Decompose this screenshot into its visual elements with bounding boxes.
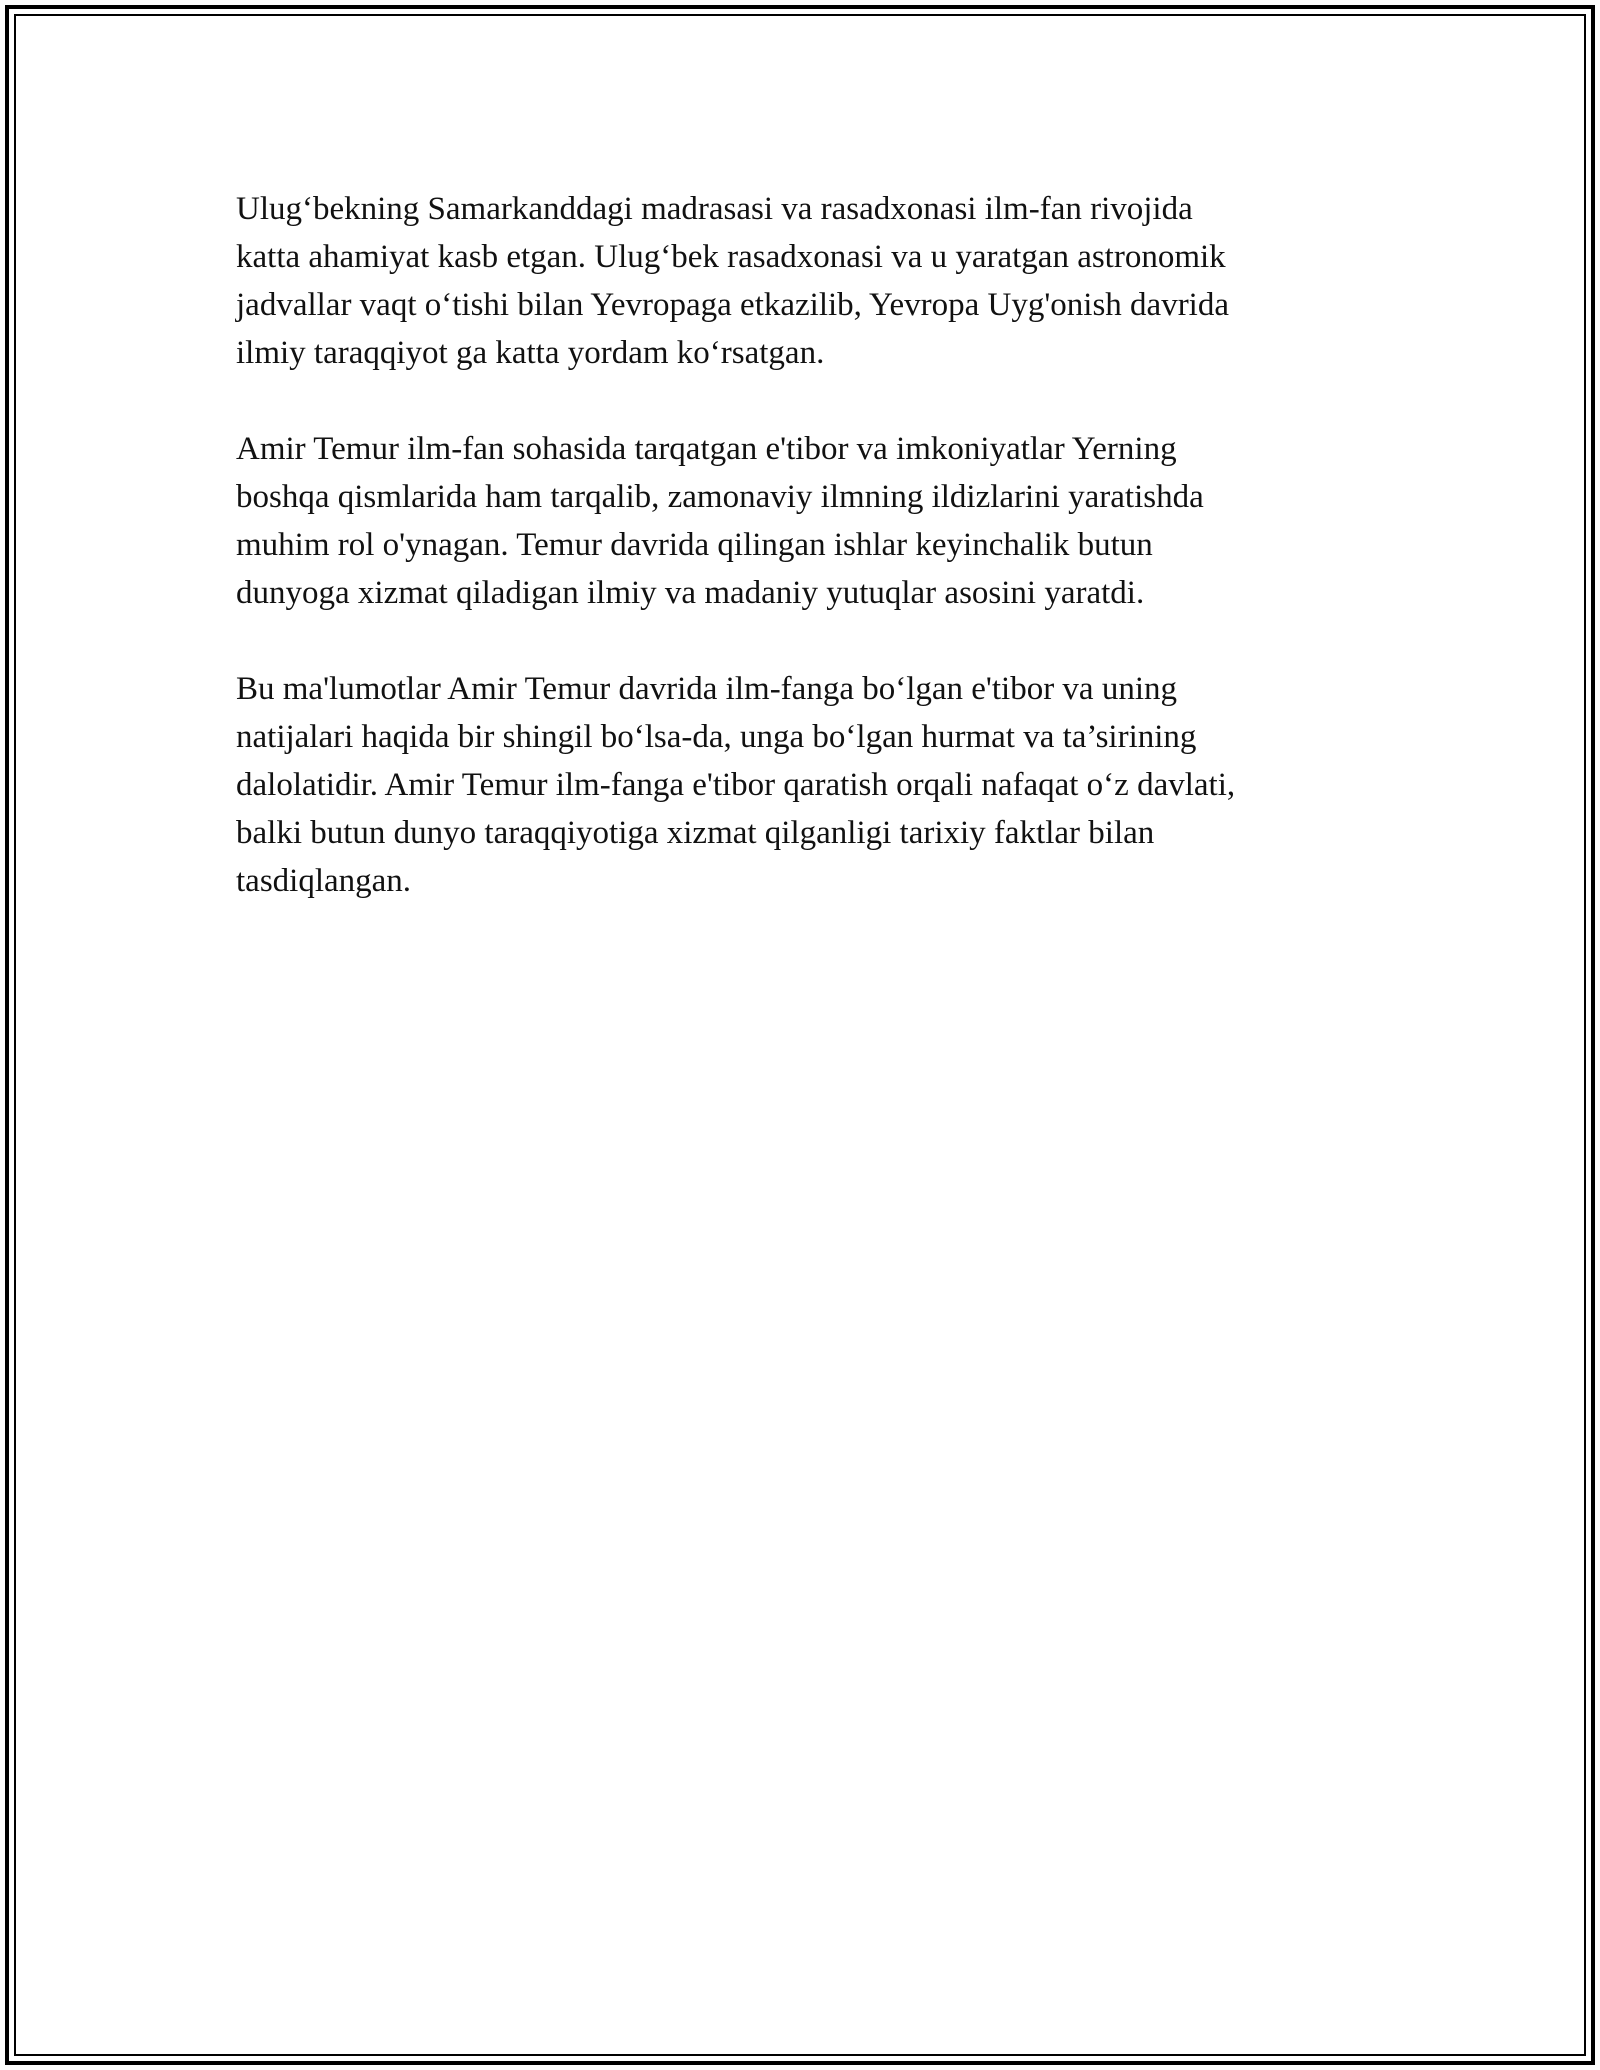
document-body (236, 185, 1376, 953)
paragraph-conclusion: Bu ma'lumotlar Amir Temur davrida ilm-fanga bo‘lgan e'tibor va uning natijalari haqida bir shingil bo‘lsa-da, unga bo‘lgan hurmat va ta’sirining dalolatidir. Amir Temur ilm-fanga e'tibor qaratish orqali nafaqat o‘z davlati, balki butun dunyo taraqqiyotiga xizmat qilganligi tarixiy faktlar bilan tasdiqlangan. (236, 671, 1236, 899)
paragraph-temur-science: Amir Temur ilm-fan sohasida tarqatgan e'tibor va imkoniyatlar Yerning boshqa qismlarida ham tarqalib, zamonaviy ilmning ildizlarini yaratishda muhim rol o'ynagan. Temur davrida qilingan ishlar keyinchalik butun dunyoga xizmat qiladigan ilmiy va madaniy yutuqlar asosini yaratdi. (236, 431, 1204, 611)
paragraph-ulugbek-observatory: Ulug‘bekning Samarkanddagi madrasasi va rasadxonasi ilm-fan rivojida katta ahamiyat kasb etgan. Ulug‘bek rasadxonasi va u yaratgan astronomik jadvallar vaqt o‘tishi bilan Yevropaga etkazilib, Yevropa Uyg'onish davrida ilmiy taraqqiyot ga katta yordam ko‘rsatgan. (236, 191, 1229, 371)
